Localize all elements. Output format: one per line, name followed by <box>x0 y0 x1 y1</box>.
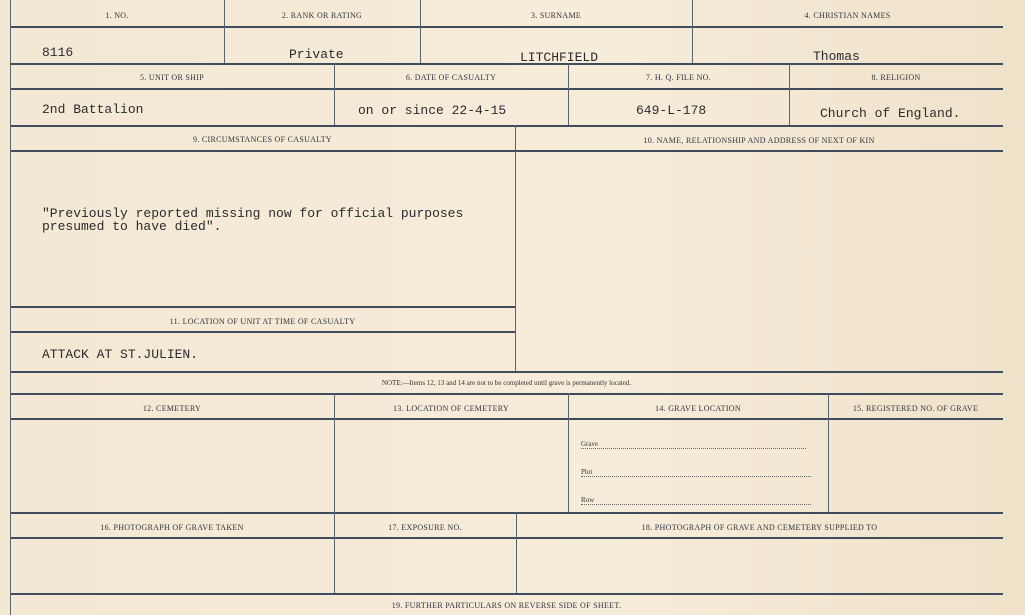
header-cemetery: 12. CEMETERY <box>142 404 202 413</box>
rank-value: Private <box>289 47 344 62</box>
header-next-of-kin: 10. NAME, RELATIONSHIP AND ADDRESS OF NEXT OF KIN <box>643 136 875 145</box>
header-registered-no: 15. REGISTERED NO. OF GRAVE <box>852 404 979 413</box>
header-photo-taken: 16. PHOTOGRAPH OF GRAVE TAKEN <box>100 523 244 532</box>
service-number: 8116 <box>42 45 74 60</box>
date-value: on or since 22-4-15 <box>358 103 507 118</box>
religion-value: Church of England. <box>820 106 961 121</box>
header-rank: 2. RANK OR RATING <box>281 11 363 20</box>
header-no: 1. NO. <box>105 11 129 20</box>
unit-value: 2nd Battalion <box>42 102 144 117</box>
header-unit: 5. UNIT OR SHIP <box>140 73 204 82</box>
header-photo-supplied: 18. PHOTOGRAPH OF GRAVE AND CEMETERY SUPPLIED TO <box>641 523 878 532</box>
plot-field: Plot <box>581 468 811 477</box>
surname-value: LITCHFIELD <box>520 50 599 65</box>
footer-text: 19. FURTHER PARTICULARS ON REVERSE SIDE OF SHEET. <box>391 601 622 610</box>
grave-field: Grave <box>581 440 806 449</box>
header-location: 11. LOCATION OF UNIT AT TIME OF CASUALTY <box>169 317 356 326</box>
header-christian-names: 4. CHRISTIAN NAMES <box>804 11 891 20</box>
note-text: NOTE:—Items 12, 13 and 14 are not to be completed until grave is permanently located. <box>381 379 632 387</box>
circumstances-line-1: "Previously reported missing now for official purposes <box>42 206 464 221</box>
header-date: 6. DATE OF CASUALTY <box>405 73 497 82</box>
header-religion: 8. RELIGION <box>871 73 921 82</box>
location-value: ATTACK AT ST.JULIEN. <box>42 347 199 362</box>
header-cemetery-location: 13. LOCATION OF CEMETERY <box>392 404 510 413</box>
header-surname: 3. SURNAME <box>530 11 582 20</box>
christian-names-value: Thomas <box>813 49 860 64</box>
circumstances-line-2: presumed to have died". <box>42 219 222 234</box>
header-exposure-no: 17. EXPOSURE NO. <box>388 523 462 532</box>
header-file-no: 7. H. Q. FILE NO. <box>645 73 712 82</box>
header-grave-location: 14. GRAVE LOCATION <box>655 404 741 413</box>
row-field: Row <box>581 496 811 505</box>
file-no-value: 649-L-178 <box>636 103 707 118</box>
header-circumstances: 9. CIRCUMSTANCES OF CASUALTY <box>192 135 333 144</box>
